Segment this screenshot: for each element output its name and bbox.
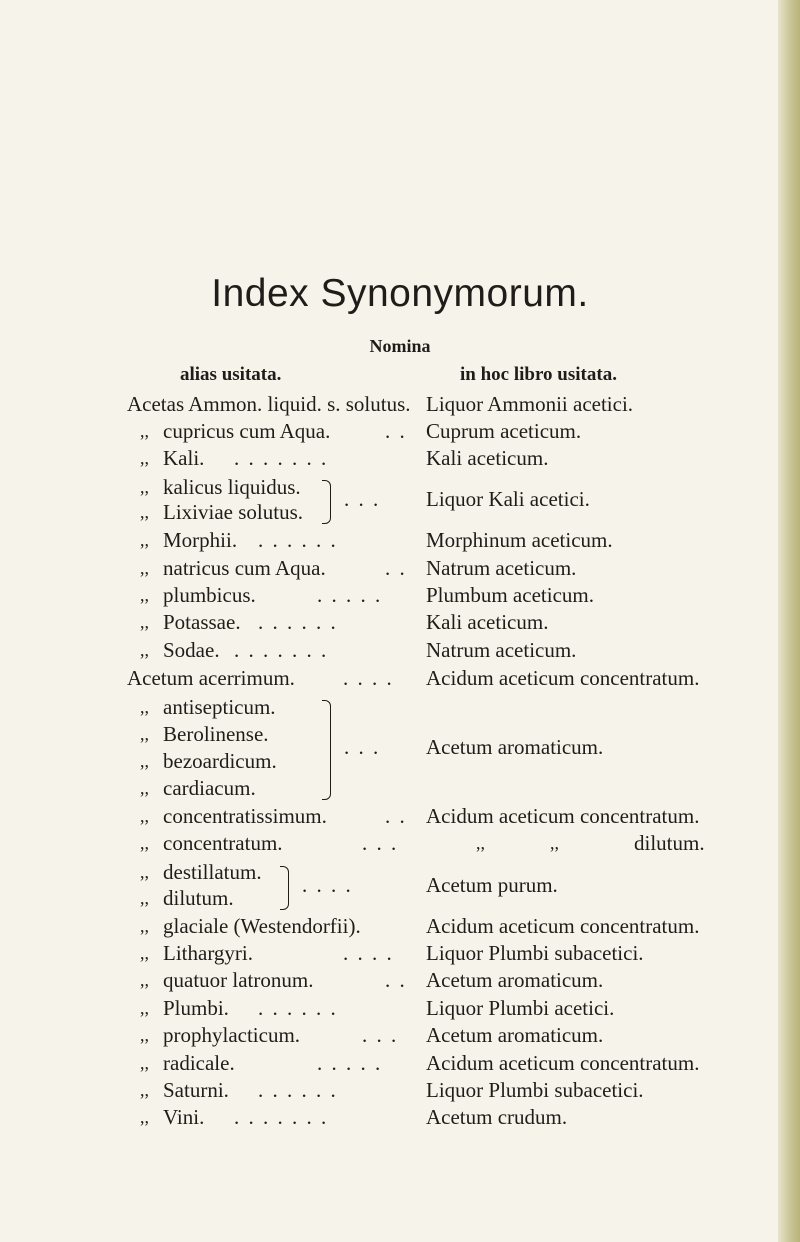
index-row	[0, 940, 800, 967]
official-term: Morphinum aceticum.	[426, 528, 613, 552]
synonym-term: Berolinense.	[163, 722, 269, 746]
official-term: Acidum aceticum concentratum.	[426, 666, 700, 690]
ditto-mark: ,,	[140, 502, 149, 522]
leader-dots: . .	[385, 556, 407, 580]
ditto-mark: ,,	[140, 640, 149, 660]
ditto-mark: ,,	[140, 585, 149, 605]
index-row	[0, 555, 800, 582]
index-row	[0, 913, 800, 940]
ditto-mark: ,,	[476, 833, 485, 853]
official-term: Acetum aromaticum.	[426, 1023, 604, 1047]
brace	[322, 700, 331, 800]
index-row	[0, 859, 800, 886]
official-term: Plumbum aceticum.	[426, 583, 594, 607]
synonym-term: antisepticum.	[163, 695, 276, 719]
index-row	[0, 1022, 800, 1049]
ditto-mark: ,,	[140, 970, 149, 990]
index-row	[0, 474, 800, 501]
leader-dots: . . .	[344, 735, 381, 759]
index-row	[0, 995, 800, 1022]
leader-dots: . .	[385, 968, 407, 992]
leader-dots: . . . . . .	[258, 528, 338, 552]
official-term: Liquor Ammonii acetici.	[426, 392, 634, 416]
ditto-mark: ,,	[140, 448, 149, 468]
index-row	[0, 527, 800, 554]
leader-dots: . . . . . . .	[234, 446, 329, 470]
index-row	[0, 445, 800, 472]
leader-dots: . . . . . .	[258, 996, 338, 1020]
synonym-term: Kali.	[163, 446, 205, 470]
ditto-mark: ,,	[140, 806, 149, 826]
ditto-mark: ,,	[140, 916, 149, 936]
synonym-term: kalicus liquidus.	[163, 475, 301, 499]
index-row	[0, 1050, 800, 1077]
brace	[322, 480, 331, 524]
ditto-mark: ,,	[140, 558, 149, 578]
synonym-term: cardiacum.	[163, 776, 256, 800]
index-row	[0, 775, 800, 802]
leader-dots: . . . .	[343, 666, 394, 690]
page-title: Index Synonymorum.	[211, 272, 589, 315]
index-row	[0, 1077, 800, 1104]
synonym-term: quatuor latronum.	[163, 968, 314, 992]
leader-dots: . . .	[344, 487, 381, 511]
index-row	[0, 885, 800, 912]
ditto-mark: ,,	[140, 1107, 149, 1127]
right-column-header: in hoc libro usitata.	[460, 364, 617, 385]
leader-dots: . .	[385, 419, 407, 443]
synonym-term: bezoardicum.	[163, 749, 277, 773]
left-column-header: alias usitata.	[180, 364, 282, 385]
leader-dots: . . . . . .	[258, 610, 338, 634]
index-row	[0, 748, 800, 775]
official-term: Acetum crudum.	[426, 1105, 568, 1129]
synonym-term: dilutum.	[163, 886, 234, 910]
ditto-mark: ,,	[140, 1080, 149, 1100]
official-term: Kali aceticum.	[426, 446, 549, 470]
ditto-mark: ,,	[140, 1053, 149, 1073]
ditto-mark: ,,	[140, 612, 149, 632]
official-term: Liquor Plumbi subacetici.	[426, 941, 644, 965]
official-term: dilutum.	[634, 831, 705, 855]
ditto-mark: ,,	[140, 943, 149, 963]
index-row	[0, 418, 800, 445]
official-term: Natrum aceticum.	[426, 638, 577, 662]
synonym-term: cupricus cum Aqua.	[163, 419, 331, 443]
index-row	[0, 721, 800, 748]
synonym-term: radicale.	[163, 1051, 235, 1075]
index-row	[0, 803, 800, 830]
index-row	[0, 609, 800, 636]
index-row	[0, 582, 800, 609]
official-term: Acetum aromaticum.	[426, 735, 604, 759]
official-term: Liquor Kali acetici.	[426, 487, 590, 511]
leader-dots: . .	[385, 804, 407, 828]
index-row	[0, 665, 800, 692]
leader-dots: . . .	[362, 1023, 399, 1047]
synonym-term: Lixiviae solutus.	[163, 500, 303, 524]
ditto-mark: ,,	[140, 724, 149, 744]
official-term: Liquor Plumbi acetici.	[426, 996, 615, 1020]
official-term: Liquor Plumbi subacetici.	[426, 1078, 644, 1102]
ditto-mark: ,,	[140, 421, 149, 441]
official-term: Acetum aromaticum.	[426, 968, 604, 992]
synonym-term: concentratissimum.	[163, 804, 327, 828]
index-row	[0, 694, 800, 721]
synonym-term: Saturni.	[163, 1078, 229, 1102]
index-row	[0, 499, 800, 526]
ditto-mark: ,,	[140, 477, 149, 497]
synonym-term: Vini.	[163, 1105, 205, 1129]
official-term: Cuprum aceticum.	[426, 419, 582, 443]
official-term: Acetum purum.	[426, 873, 558, 897]
ditto-mark: ,,	[140, 833, 149, 853]
synonym-term: Plumbi.	[163, 996, 229, 1020]
ditto-mark: ,,	[550, 833, 559, 853]
index-row	[0, 637, 800, 664]
index-row	[0, 391, 800, 418]
index-row	[0, 830, 800, 857]
ditto-mark: ,,	[140, 697, 149, 717]
official-term: Acidum aceticum concentratum.	[426, 804, 700, 828]
official-term: Kali aceticum.	[426, 610, 549, 634]
official-term: Acidum aceticum concentratum.	[426, 914, 700, 938]
synonym-term: concentratum.	[163, 831, 283, 855]
leader-dots: . . . . . . .	[234, 638, 329, 662]
official-term: Acidum aceticum concentratum.	[426, 1051, 700, 1075]
leader-dots: . . . .	[343, 941, 394, 965]
synonym-term: Acetas Ammon. liquid. s. solutus.	[127, 392, 411, 416]
synonym-term: Sodae.	[163, 638, 220, 662]
ditto-mark: ,,	[140, 778, 149, 798]
synonym-term: natricus cum Aqua.	[163, 556, 326, 580]
leader-dots: . . . . .	[317, 1051, 383, 1075]
synonym-term: prophylacticum.	[163, 1023, 301, 1047]
synonym-term: glaciale (Westendorfii).	[163, 914, 361, 938]
ditto-mark: ,,	[140, 998, 149, 1018]
synonym-term: Potassae.	[163, 610, 241, 634]
index-row	[0, 967, 800, 994]
leader-dots: . . .	[362, 831, 399, 855]
synonym-term: plumbicus.	[163, 583, 256, 607]
leader-dots: . . . . . . .	[234, 1105, 329, 1129]
leader-dots: . . . .	[302, 873, 353, 897]
synonym-term: Lithargyri.	[163, 941, 254, 965]
ditto-mark: ,,	[140, 1025, 149, 1045]
ditto-mark: ,,	[140, 751, 149, 771]
ditto-mark: ,,	[140, 530, 149, 550]
ditto-mark: ,,	[140, 862, 149, 882]
synonym-term: destillatum.	[163, 860, 262, 884]
ditto-mark: ,,	[140, 888, 149, 908]
column-group-label: Nomina	[369, 336, 431, 356]
leader-dots: . . . . .	[317, 583, 383, 607]
official-term: Natrum aceticum.	[426, 556, 577, 580]
brace	[280, 866, 289, 910]
index-row	[0, 1104, 800, 1131]
synonym-term: Morphii.	[163, 528, 238, 552]
synonym-term: Acetum acerrimum.	[127, 666, 295, 690]
leader-dots: . . . . . .	[258, 1078, 338, 1102]
